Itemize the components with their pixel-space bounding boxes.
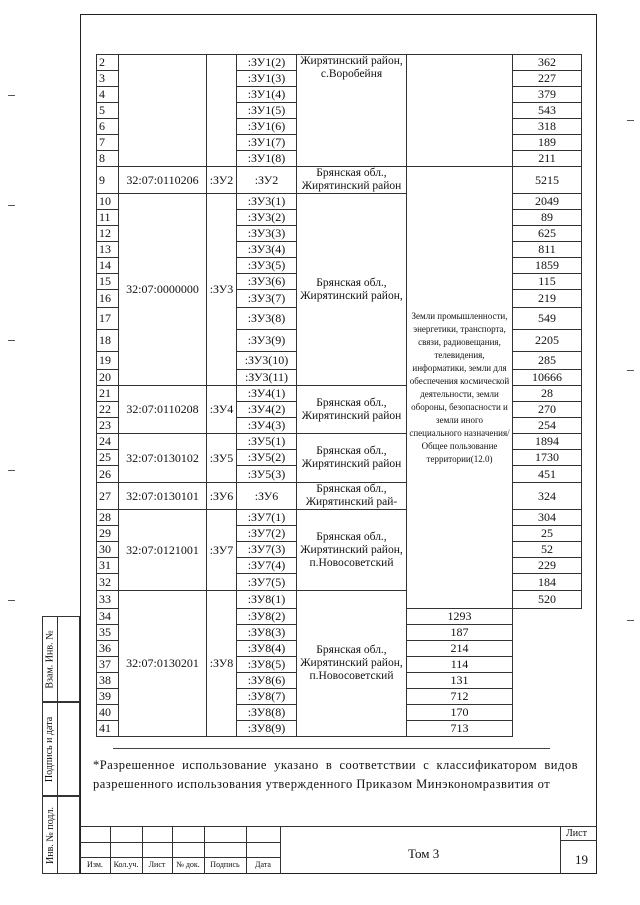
margin-tick bbox=[627, 620, 634, 621]
area-value: 187 bbox=[407, 625, 513, 641]
row-number: 39 bbox=[97, 689, 119, 705]
plot-part: :ЗУ8(5) bbox=[237, 657, 297, 673]
area-value: 219 bbox=[513, 290, 582, 308]
plot-part: :ЗУ8(7) bbox=[237, 689, 297, 705]
plot-part: :ЗУ3(1) bbox=[237, 194, 297, 210]
area-value: 549 bbox=[513, 308, 582, 330]
area-value: 1859 bbox=[513, 258, 582, 274]
cadastral-number: 32:07:0110208 bbox=[119, 386, 207, 434]
plot-part: :ЗУ3(8) bbox=[237, 308, 297, 330]
area-value: 214 bbox=[407, 641, 513, 657]
volume-label: Том 3 bbox=[408, 846, 440, 861]
row-number: 23 bbox=[97, 418, 119, 434]
area-value: 2205 bbox=[513, 330, 582, 352]
plot-part: :ЗУ8(2) bbox=[237, 609, 297, 625]
table-row bbox=[97, 167, 582, 194]
row-number: 9 bbox=[97, 167, 119, 194]
location: Брянская обл., Жирятинский район, п.Новосоветский bbox=[297, 591, 407, 737]
cadastral-number: 32:07:0130101 bbox=[119, 483, 207, 510]
area-value: 89 bbox=[513, 210, 582, 226]
area-value: 131 bbox=[407, 673, 513, 689]
row-number: 13 bbox=[97, 242, 119, 258]
plot-part: :ЗУ5(3) bbox=[237, 466, 297, 483]
plot-part: :ЗУ4(3) bbox=[237, 418, 297, 434]
row-number: 32 bbox=[97, 574, 119, 591]
row-number: 6 bbox=[97, 119, 119, 135]
area-value: 2049 bbox=[513, 194, 582, 210]
row-number: 31 bbox=[97, 558, 119, 574]
row-number: 18 bbox=[97, 330, 119, 352]
row-number: 14 bbox=[97, 258, 119, 274]
row-number: 8 bbox=[97, 151, 119, 167]
row-number: 10 bbox=[97, 194, 119, 210]
row-number: 40 bbox=[97, 705, 119, 721]
row-number: 5 bbox=[97, 103, 119, 119]
plot-part: :ЗУ8(4) bbox=[237, 641, 297, 657]
stamp-line bbox=[560, 840, 597, 841]
plot-part: :ЗУ3(11) bbox=[237, 370, 297, 386]
cadastral-number: 32:07:0130102 bbox=[119, 434, 207, 483]
stamp-podpis: Подпись bbox=[210, 860, 240, 869]
row-number: 38 bbox=[97, 673, 119, 689]
location: Жирятинский район, с.Воробейня bbox=[297, 55, 407, 167]
row-number: 25 bbox=[97, 450, 119, 466]
cadastral-number bbox=[119, 55, 207, 167]
plot-part: :ЗУ1(6) bbox=[237, 119, 297, 135]
location: Брянская обл., Жирятинский район, bbox=[297, 194, 407, 386]
stamp-izm: Изм. bbox=[87, 860, 103, 869]
row-number: 16 bbox=[97, 290, 119, 308]
stamp-kol: Кол.уч. bbox=[113, 860, 139, 869]
area-value: 713 bbox=[407, 721, 513, 737]
row-number: 36 bbox=[97, 641, 119, 657]
area-value: 211 bbox=[513, 151, 582, 167]
row-number: 12 bbox=[97, 226, 119, 242]
use-empty bbox=[407, 55, 513, 167]
area-value: 304 bbox=[513, 510, 582, 526]
area-value: 379 bbox=[513, 87, 582, 103]
sheet-label: Лист bbox=[566, 828, 587, 839]
area-value: 254 bbox=[513, 418, 582, 434]
area-value: 324 bbox=[513, 483, 582, 510]
area-value: 170 bbox=[407, 705, 513, 721]
row-number: 37 bbox=[97, 657, 119, 673]
area-value: 52 bbox=[513, 542, 582, 558]
margin-tick bbox=[627, 120, 634, 121]
row-number: 3 bbox=[97, 71, 119, 87]
side-label-vzam: Взам. Инв. № bbox=[44, 629, 56, 689]
area-value: 10666 bbox=[513, 370, 582, 386]
plot-part: :ЗУ8(1) bbox=[237, 591, 297, 609]
plot-part: :ЗУ1(4) bbox=[237, 87, 297, 103]
plot-part: :ЗУ7(5) bbox=[237, 574, 297, 591]
side-box-vzam bbox=[42, 616, 80, 702]
plot-part: :ЗУ5(2) bbox=[237, 450, 297, 466]
area-value: 5215 bbox=[513, 167, 582, 194]
area-value: 184 bbox=[513, 574, 582, 591]
row-number: 2 bbox=[97, 55, 119, 71]
row-number: 22 bbox=[97, 402, 119, 418]
margin-tick bbox=[8, 205, 15, 206]
page-number: 19 bbox=[575, 852, 588, 867]
cadastral-number: 32:07:0130201 bbox=[119, 591, 207, 737]
plot-designation: :ЗУ6 bbox=[207, 483, 237, 510]
plot-part: :ЗУ2 bbox=[237, 167, 297, 194]
plot-part: :ЗУ3(2) bbox=[237, 210, 297, 226]
area-value: 543 bbox=[513, 103, 582, 119]
area-value: 25 bbox=[513, 526, 582, 542]
plot-part: :ЗУ1(7) bbox=[237, 135, 297, 151]
plot-part: :ЗУ1(2) bbox=[237, 55, 297, 71]
plot-part: :ЗУ6 bbox=[237, 483, 297, 510]
margin-tick bbox=[8, 95, 15, 96]
plot-part: :ЗУ1(5) bbox=[237, 103, 297, 119]
area-value: 189 bbox=[513, 135, 582, 151]
plot-part: :ЗУ4(1) bbox=[237, 386, 297, 402]
plot-designation: :ЗУ5 bbox=[207, 434, 237, 483]
area-value: 1293 bbox=[407, 609, 513, 625]
area-value: 115 bbox=[513, 274, 582, 290]
side-label-inv: Инв. № подл. bbox=[44, 806, 56, 864]
row-number: 15 bbox=[97, 274, 119, 290]
location: Брянская обл., Жирятинский рай- bbox=[297, 483, 407, 510]
row-number: 30 bbox=[97, 542, 119, 558]
plot-part: :ЗУ1(8) bbox=[237, 151, 297, 167]
row-number: 26 bbox=[97, 466, 119, 483]
row-number: 17 bbox=[97, 308, 119, 330]
plot-part: :ЗУ3(5) bbox=[237, 258, 297, 274]
row-number: 34 bbox=[97, 609, 119, 625]
area-value: 114 bbox=[407, 657, 513, 673]
plot-part: :ЗУ7(3) bbox=[237, 542, 297, 558]
row-number: 33 bbox=[97, 591, 119, 609]
plot-part: :ЗУ3(10) bbox=[237, 352, 297, 370]
margin-tick bbox=[8, 600, 15, 601]
area-value: 712 bbox=[407, 689, 513, 705]
plot-designation: :ЗУ8 bbox=[207, 591, 237, 737]
stamp-ndok: № док. bbox=[176, 860, 200, 869]
plot-part: :ЗУ8(3) bbox=[237, 625, 297, 641]
row-number: 28 bbox=[97, 510, 119, 526]
plot-part: :ЗУ7(1) bbox=[237, 510, 297, 526]
title-block bbox=[80, 826, 597, 874]
plot-part: :ЗУ8(6) bbox=[237, 673, 297, 689]
area-value: 625 bbox=[513, 226, 582, 242]
area-value: 1730 bbox=[513, 450, 582, 466]
area-value: 362 bbox=[513, 55, 582, 71]
area-value: 520 bbox=[513, 591, 582, 609]
location: Брянская обл., Жирятинский район, п.Новосоветский bbox=[297, 510, 407, 591]
plot-part: :ЗУ3(3) bbox=[237, 226, 297, 242]
row-number: 41 bbox=[97, 721, 119, 737]
area-value: 451 bbox=[513, 466, 582, 483]
stamp-list: Лист bbox=[148, 860, 166, 869]
plot-part: :ЗУ5(1) bbox=[237, 434, 297, 450]
plot-part: :ЗУ8(8) bbox=[237, 705, 297, 721]
stamp-data: Дата bbox=[255, 860, 271, 869]
area-value: 227 bbox=[513, 71, 582, 87]
footnote-separator bbox=[113, 748, 550, 749]
plot-part: :ЗУ7(2) bbox=[237, 526, 297, 542]
cadastral-number: 32:07:0121001 bbox=[119, 510, 207, 591]
plot-designation: :ЗУ3 bbox=[207, 194, 237, 386]
footnote-text: *Разрешенное использование указано в соответствии с классификатором видов разрешенного использования утвержденного Приказом Минэкономразвития от bbox=[93, 758, 578, 791]
land-plots-table bbox=[96, 54, 582, 737]
side-box-inv bbox=[42, 796, 80, 874]
row-number: 21 bbox=[97, 386, 119, 402]
row-number: 27 bbox=[97, 483, 119, 510]
area-value: 318 bbox=[513, 119, 582, 135]
row-number: 24 bbox=[97, 434, 119, 450]
plot-designation: :ЗУ7 bbox=[207, 510, 237, 591]
row-number: 11 bbox=[97, 210, 119, 226]
margin-tick bbox=[627, 370, 634, 371]
area-value: 229 bbox=[513, 558, 582, 574]
cadastral-number: 32:07:0000000 bbox=[119, 194, 207, 386]
location: Брянская обл., Жирятинский район bbox=[297, 167, 407, 194]
plot-part: :ЗУ3(6) bbox=[237, 274, 297, 290]
area-value: 270 bbox=[513, 402, 582, 418]
plot-designation: :ЗУ2 bbox=[207, 167, 237, 194]
area-value: 811 bbox=[513, 242, 582, 258]
side-label-podpis: Подпись и дата bbox=[44, 716, 56, 782]
location: Брянская обл., Жирятинский район bbox=[297, 434, 407, 483]
area-value: 285 bbox=[513, 352, 582, 370]
plot-part: :ЗУ1(3) bbox=[237, 71, 297, 87]
plot-part: :ЗУ4(2) bbox=[237, 402, 297, 418]
margin-tick bbox=[8, 470, 15, 471]
table-row bbox=[97, 55, 582, 71]
plot-part: :ЗУ3(4) bbox=[237, 242, 297, 258]
row-number: 20 bbox=[97, 370, 119, 386]
row-number: 7 bbox=[97, 135, 119, 151]
row-number: 4 bbox=[97, 87, 119, 103]
plot-designation bbox=[207, 55, 237, 167]
plot-part: :ЗУ8(9) bbox=[237, 721, 297, 737]
cadastral-number: 32:07:0110206 bbox=[119, 167, 207, 194]
plot-part: :ЗУ3(9) bbox=[237, 330, 297, 352]
area-value: 1894 bbox=[513, 434, 582, 450]
permitted-use: Земли промышленности, энергетики, транспорта, связи, радиовещания, телевидения, информатики, земли для обеспечения космической деятельности, земли обороны, безопасности и земли иного специального назначения/ Общее пользование территории(12.0) bbox=[407, 167, 513, 609]
plot-designation: :ЗУ4 bbox=[207, 386, 237, 434]
plot-part: :ЗУ7(4) bbox=[237, 558, 297, 574]
row-number: 19 bbox=[97, 352, 119, 370]
margin-tick bbox=[8, 340, 15, 341]
side-box-podpis bbox=[42, 702, 80, 796]
area-value: 28 bbox=[513, 386, 582, 402]
plot-part: :ЗУ3(7) bbox=[237, 290, 297, 308]
location: Брянская обл., Жирятинский район bbox=[297, 386, 407, 434]
row-number: 29 bbox=[97, 526, 119, 542]
row-number: 35 bbox=[97, 625, 119, 641]
